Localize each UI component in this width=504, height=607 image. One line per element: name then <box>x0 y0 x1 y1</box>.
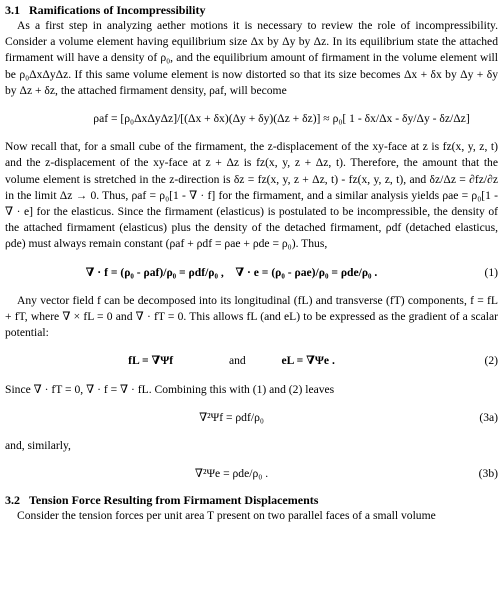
equation-1-left: ∇ · f = (ρ₀ - ρaf)/ρ₀ = ρdf/ρ₀ , <box>85 265 224 279</box>
paragraph-tension-forces: Consider the tension forces per unit area T present on two parallel faces of a small volume <box>17 509 436 523</box>
equation-number: (3a) <box>479 410 498 424</box>
equation-2-and: and <box>228 354 246 368</box>
section-number: 3.2 <box>5 493 20 508</box>
section-heading-3-2 <box>5 490 498 508</box>
equation-attached-density: ρaf = [ρ₀ΔxΔyΔz]/[(Δx + δx)(Δy + δy)(Δz + δz)] ≈ ρ₀[ 1 - δx/Δx - δy/Δy - δz/Δz] <box>93 112 470 126</box>
section-title: Ramifications of Incompressibility <box>29 3 206 17</box>
paragraph-vector-decomposition: Any vector field f can be decomposed into its longitudinal (fL) and transverse (fT) components, f = fL + fT, where ∇ × fL = 0 and ∇ · fT = 0. This allows fL (and eL) to be expressed as the gradient of a scalar potential: <box>5 293 498 340</box>
equation-1-right: ∇ · e = (ρ₀ - ρae)/ρ₀ = ρde/ρ₀ . <box>235 265 378 279</box>
paragraph-combining: Since ∇ · fT = 0, ∇ · f = ∇ · fL. Combining this with (1) and (2) leaves <box>5 382 335 396</box>
paragraph-similarly: and, similarly, <box>5 439 71 453</box>
section-title: Tension Force Resulting from Firmament Displacements <box>29 493 319 508</box>
paragraph-incompressibility-intro: As a first step in analyzing aether motions it is necessary to review the role of incompressibility. Consider a volume element having equilibrium size Δx by Δy by Δz. In its equilibrium state the attached firmament will have a density of ρ₀, and the equilibrium amount of firmament in the volume element will be ρ₀ΔxΔyΔz. If this same volume element is now distorted so that its size becomes Δx + δx by Δy + δy by Δz + δz, the attached firmament density, ρaf, will become <box>5 19 498 97</box>
equation-number: (3b) <box>478 467 498 481</box>
equation-number: (2) <box>484 354 498 368</box>
equation-2-right: eL = ∇Ψe . <box>281 354 335 368</box>
equation-3a-body: ∇²Ψf = ρdf/ρ₀ <box>199 410 264 424</box>
equation-2-left: fL = ∇Ψf <box>128 354 174 368</box>
paragraph-z-displacement: Now recall that, for a small cube of the firmament, the z-displacement of the xy-face at z is fz(x, y, z, t) and the z-displacement of the xy-face at z + Δz is fz(x, y, z + Δz, t). Therefore, the amount that the volume element is stretched in the z-direction is δz = fz(x, y, z + Δz, t) - fz(x, y, z, t), and δz/Δz = ∂fz/∂z in the limit Δz → 0. Thus, ρaf = ρ₀[1 - ∇ · f] for the firmament, and a similar analysis yields ρae = ρ₀[1 - ∇ · e] for the elasticus. Since the firmament (elasticus) is postulated to be incompressible, the density of the attached firmament (elasticus) plus the density of the detached firmament, ρdf (detached elasticus, ρde) must always remain constant (ρaf + ρdf = ρae + ρde = ρ₀). Thus, <box>5 140 498 251</box>
equation-1 <box>5 265 498 281</box>
equation-3b-body: ∇²Ψe = ρde/ρ₀ . <box>194 467 269 481</box>
section-heading-3-1 <box>5 0 498 18</box>
equation-3b <box>5 466 498 482</box>
equation-2 <box>5 353 498 369</box>
equation-number: (1) <box>484 265 498 279</box>
section-number: 3.1 <box>5 3 20 17</box>
equation-3a <box>5 410 498 426</box>
